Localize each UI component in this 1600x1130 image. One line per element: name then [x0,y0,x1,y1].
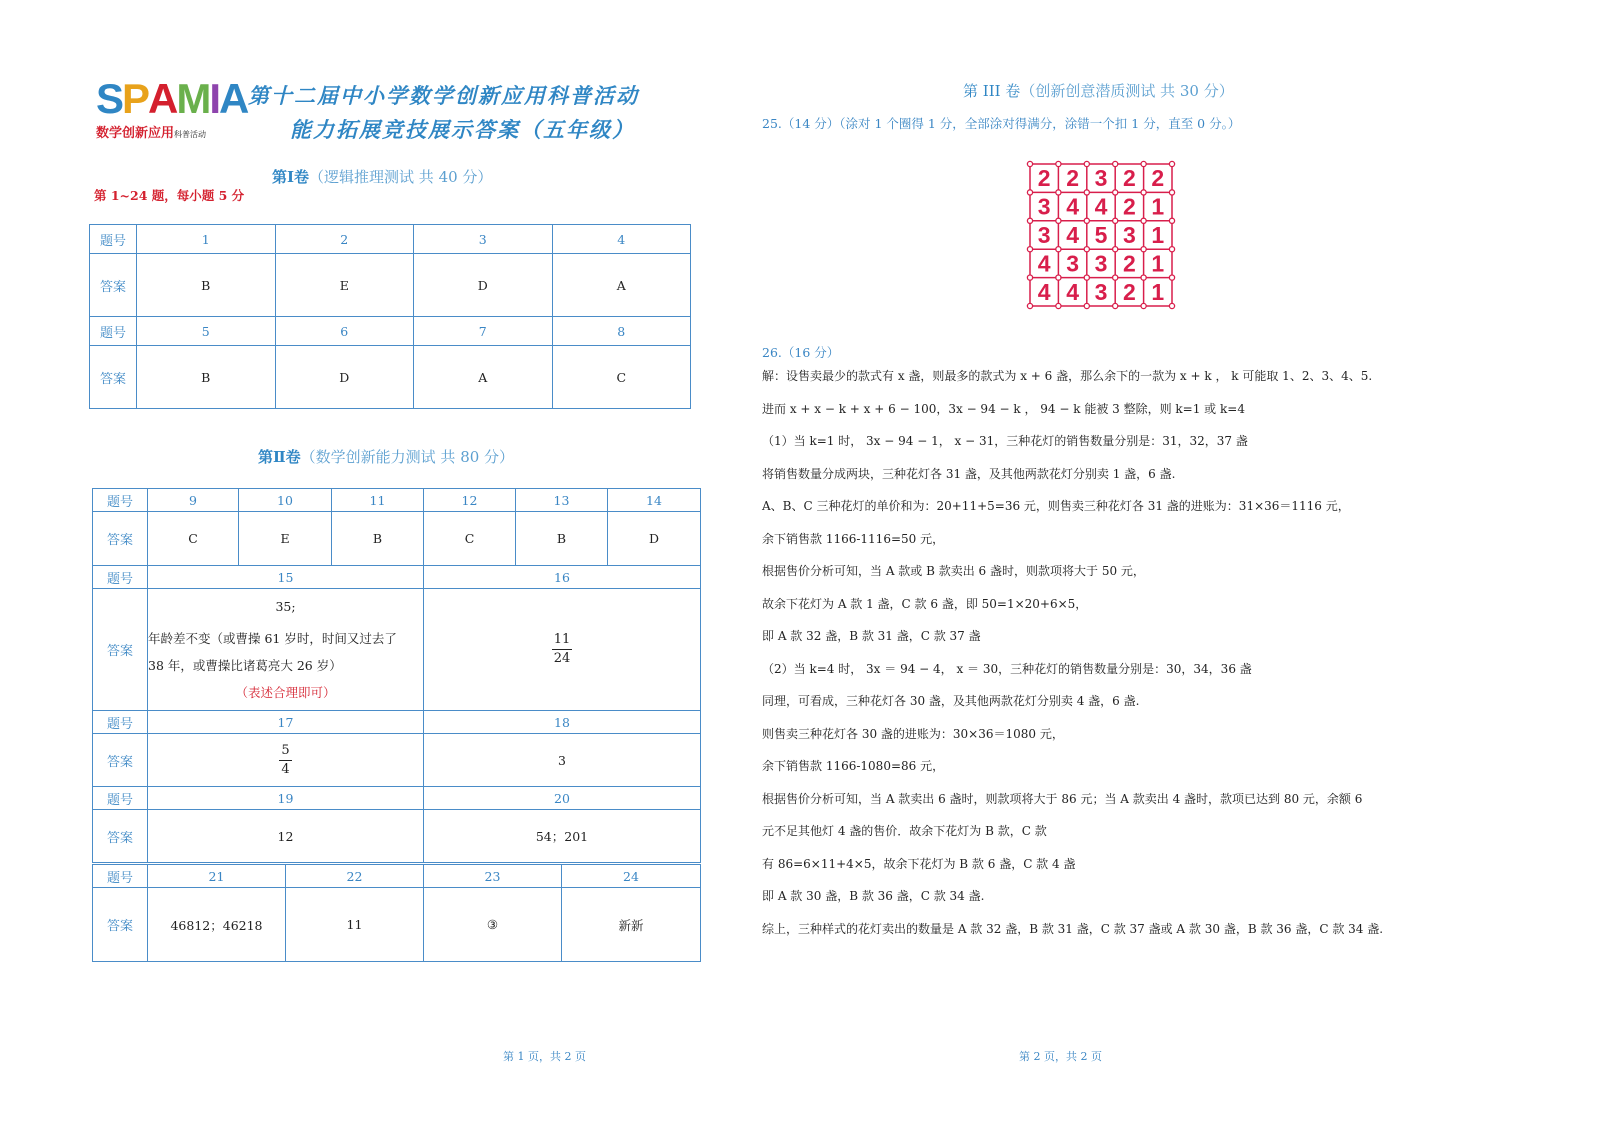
question-number: 11 [332,489,424,512]
grid-number: 4 [1066,193,1079,220]
part2-answer-table [92,488,701,863]
question-number: 19 [148,787,424,810]
q26-heading: 26.（16 分） [762,345,840,360]
answer-cell: C [552,346,691,409]
solution-line: 故余下花灯为 A 款 1 盏，C 款 6 盏，即 50=1×20+6×5， [762,596,1088,611]
grid-number: 2 [1123,165,1136,192]
question-number: 20 [424,787,701,810]
label-answer: 答案 [93,810,148,863]
table-row [93,810,701,863]
label-question: 题号 [90,225,137,254]
logo-letter: P [122,75,149,122]
grid-number: 1 [1151,278,1165,305]
solution-line: 余下销售款 1166-1116=50 元， [762,531,945,546]
solution-line: 元不足其他灯 4 盏的售价．故余下花灯为 B 款，C 款 [762,824,1047,838]
answer-cell-q16 [424,589,701,711]
grid-node [1084,275,1089,280]
answer-cell: B [332,512,424,566]
label-answer: 答案 [90,346,137,409]
question-number: 8 [552,317,691,346]
table-row [93,711,701,734]
grid-number: 4 [1037,250,1051,277]
grid-node [1056,190,1061,195]
answer-cell: E [275,254,414,317]
part1-answer-table [89,224,691,409]
answer-cell: A [552,254,691,317]
grid-node [1141,303,1146,308]
grid-node [1141,161,1146,166]
header-title-line2: 能力拓展竞技展示答案（五年级） [290,117,635,142]
table-row [93,489,701,512]
question-number: 9 [148,489,239,512]
grid-number: 4 [1066,278,1079,305]
grid-node [1169,247,1174,252]
grid-number: 3 [1066,250,1079,277]
grid-node [1027,161,1032,166]
grid-number: 2 [1123,250,1136,277]
q26-solution [762,368,1562,953]
grid-number: 4 [1037,278,1051,305]
grid-number: 2 [1151,165,1165,192]
grid-node [1169,303,1174,308]
grid-number: 2 [1123,193,1136,220]
solution-line: 即 A 款 32 盏，B 款 31 盏，C 款 37 盏 [762,629,981,643]
solution-line: 根据售价分析可知，当 A 款卖出 6 盏时，则款项将大于 86 元；当 A 款卖出 4 盏时，款项已达到 80 元，余额 6 [762,791,1363,806]
solution-line: 则售卖三种花灯各 30 盏的进账为：30×36＝1080 元， [762,726,1064,741]
table-row [90,254,691,317]
answer-cell-q19: 12 [148,810,424,863]
answer-cell: C [424,512,516,566]
grid-node [1113,247,1118,252]
table-row [93,787,701,810]
table-row [90,225,691,254]
grid-number: 1 [1151,222,1165,248]
label-question: 题号 [93,711,148,734]
answer-cell: C [148,512,239,566]
answer-cell-q17 [148,734,424,787]
grid-node [1169,161,1174,166]
answer-cell-q20: 54；201 [424,810,701,863]
question-number: 15 [148,566,424,589]
question-number: 3 [414,225,553,254]
answer-cell: E [239,512,332,566]
solution-line: 根据售价分析可知，当 A 款或 B 款卖出 6 盏时，则款项将大于 50 元， [762,564,1145,578]
answer-text: 年龄差不变（或曹操 61 岁时，时间又过去了 [148,630,397,646]
question-number: 12 [424,489,516,512]
grid-node [1056,303,1061,308]
solution-line: （2）当 k=4 时， 3x ＝ 94 − 4， x ＝ 30，三种花灯的销售数量分别是：30，34，36 盏 [762,661,1252,676]
question-number: 5 [137,317,276,346]
answer-cell: D [608,512,701,566]
answer-cell: 11 [286,888,424,962]
logo-letter: M [176,75,210,122]
grid-number: 3 [1094,165,1108,192]
answer-cell: 新新 [562,888,701,962]
answer-cell: B [137,346,276,409]
grid-number: 1 [1151,193,1165,220]
label-answer: 答案 [93,589,148,711]
grid-node [1169,190,1174,195]
table-row [93,888,701,962]
label-answer: 答案 [93,888,148,962]
answer-cell: B [137,254,276,317]
grid-node [1084,303,1089,308]
answer-cell-q18: 3 [424,734,701,787]
label-question: 题号 [93,566,148,589]
answer-cell: B [516,512,608,566]
grid-number: 3 [1037,222,1051,248]
header-title-line1: 第十二届中小学数学创新应用科普活动 [248,83,639,108]
grid-node [1113,161,1118,166]
logo-wordmark [96,75,248,122]
question-number: 6 [275,317,414,346]
label-question: 题号 [93,865,148,888]
logo-letter: A [219,75,248,122]
solution-line: 进而 x + x − k + x + 6 − 100，3x − 94 − k ， 94 − k 能被 3 整除，则 k=1 或 k=4 [762,401,1245,416]
table-row [93,566,701,589]
answer-cell: A [414,346,553,409]
part2-title: 第Ⅱ卷（数学创新能力测试 共 80 分） [258,448,515,466]
fraction: $\frac{11}{24}$ [553,632,571,666]
grid-node [1113,303,1118,308]
answer-note: （表述合理即可） [235,684,336,700]
grid-number: 3 [1037,193,1051,220]
solution-line: 解：设售卖最少的款式有 x 盏，则最多的款式为 x + 6 盏，那么余下的一款为 x + k ， k 可能取 1、2、3、4、5. [762,369,1373,383]
grid-number: 3 [1094,278,1108,305]
part2-answer-table-last [92,864,701,962]
grid-node [1169,218,1174,223]
grid-node [1113,275,1118,280]
answer-cell: ③ [424,888,562,962]
answer-cell: 46812；46218 [148,888,286,962]
number-grid-svg [1026,160,1176,310]
question-number: 24 [562,865,701,888]
logo-letter: A [148,75,177,122]
grid-node [1027,218,1032,223]
label-answer: 答案 [93,734,148,787]
table-row [93,865,701,888]
grid-node [1084,218,1089,223]
answer-cell: D [275,346,414,409]
grid-node [1056,161,1061,166]
answer-cell-q15 [148,589,424,711]
answer-cell: D [414,254,553,317]
question-number: 14 [608,489,701,512]
grid-number: 4 [1094,193,1108,220]
grid-node [1141,247,1146,252]
grid-number: 3 [1094,250,1108,277]
table-row [90,346,691,409]
grid-node [1027,190,1032,195]
grid-number: 2 [1123,278,1136,305]
question-number: 22 [286,865,424,888]
grid-number: 2 [1066,165,1079,192]
grid-node [1084,190,1089,195]
q25-heading: 25.（14 分）（涂对 1 个圈得 1 分，全部涂对得满分，涂错一个扣 1 分，直至 0 分。） [762,116,1241,131]
solution-line: 同理，可看成，三种花灯各 30 盏，及其他两款花灯分别卖 4 盏，6 盏. [762,694,1140,708]
grid-number: 5 [1094,222,1108,248]
question-number: 17 [148,711,424,734]
question-number: 7 [414,317,553,346]
question-number: 23 [424,865,562,888]
grid-node [1027,275,1032,280]
question-number: 1 [137,225,276,254]
solution-line: A、B、C 三种花灯的单价和为：20+11+5=36 元，则售卖三种花灯各 31 盏的进账为：31×36＝1116 元， [762,499,1350,513]
label-answer: 答案 [93,512,148,566]
label-question: 题号 [93,787,148,810]
logo-letter: I [209,75,220,122]
solution-line: 余下销售款 1166-1080=86 元， [762,759,945,773]
grid-node [1113,190,1118,195]
grid-number: 3 [1123,222,1136,248]
grid-number: 1 [1151,250,1165,277]
solution-line: 即 A 款 30 盏，B 款 36 盏，C 款 34 盏. [762,889,985,903]
solution-line: （1）当 k=1 时， 3x − 94 − 1， x − 31，三种花灯的销售数量分别是：31，32，37 盏 [762,434,1248,448]
grid-node [1084,161,1089,166]
answer-text: 38 年，或曹操比诸葛亮大 26 岁） [148,657,342,673]
grid-node [1027,247,1032,252]
question-number: 10 [239,489,332,512]
grid-node [1141,218,1146,223]
logo-letter: S [96,75,123,122]
grid-node [1056,275,1061,280]
question-number: 21 [148,865,286,888]
page-footer-left: 第 1 页，共 2 页 [503,1050,586,1063]
question-number: 13 [516,489,608,512]
grid-node [1141,275,1146,280]
part3-title: 第 III 卷（创新创意潜质测试 共 30 分） [963,82,1234,100]
grid-node [1169,275,1174,280]
solution-line: 有 86=6×11+4×5，故余下花灯为 B 款 6 盏，C 款 4 盏 [762,856,1076,871]
part1-score-note: 第 1~24 题，每小题 5 分 [94,188,245,203]
label-answer: 答案 [90,254,137,317]
solution-line: 综上，三种样式的花灯卖出的数量是 A 款 32 盏，B 款 31 盏，C 款 37 盏或 A 款 30 盏，B 款 36 盏，C 款 34 盏. [762,921,1384,936]
table-row [93,512,701,566]
table-row [90,317,691,346]
question-number: 16 [424,566,701,589]
table-row [93,734,701,787]
grid-node [1056,247,1061,252]
grid-number: 2 [1037,165,1051,192]
number-grid-puzzle [1026,160,1176,310]
grid-node [1084,247,1089,252]
part1-title: 第Ⅰ卷（逻辑推理测试 共 40 分） [272,168,493,186]
answer-text: 35; [275,598,296,614]
page-footer-right: 第 2 页，共 2 页 [1019,1050,1102,1063]
grid-number: 4 [1066,222,1079,248]
grid-node [1141,190,1146,195]
question-number: 18 [424,711,701,734]
spamia-logo [96,75,248,146]
fraction: $\frac{5}{4}$ [281,742,290,777]
table-row [93,589,701,711]
logo-subtitle: 数学创新应用科普活动 [96,125,207,140]
label-question: 题号 [90,317,137,346]
grid-node [1027,303,1032,308]
question-number: 2 [275,225,414,254]
solution-line: 将销售数量分成两块，三种花灯各 31 盏，及其他两款花灯分别卖 1 盏，6 盏. [762,466,1176,481]
grid-node [1113,218,1118,223]
label-question: 题号 [93,489,148,512]
question-number: 4 [552,225,691,254]
grid-node [1056,218,1061,223]
